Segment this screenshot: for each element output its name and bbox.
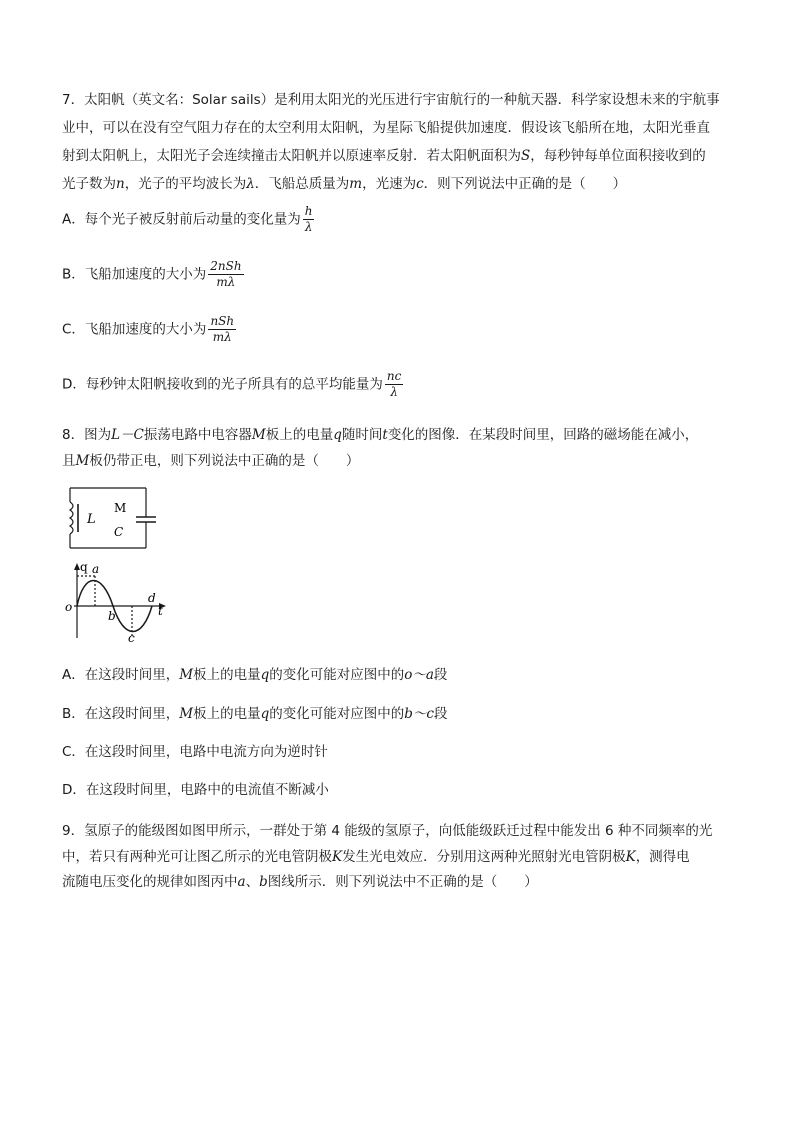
q7-option-c-fraction bbox=[208, 314, 236, 345]
q7-line-4-e: ．则下列说法中正确的是（ ） bbox=[423, 176, 627, 192]
fraction-numerator: nSh bbox=[210, 314, 235, 328]
label-t: t bbox=[158, 604, 163, 618]
q8-option-d[interactable]: D．在这段时间里，电路中的电流值不断减小 bbox=[62, 782, 329, 798]
q8-option-c[interactable]: C．在这段时间里，电路中电流方向为逆时针 bbox=[62, 744, 328, 760]
var-a: a bbox=[237, 874, 246, 890]
range-b-c: b～c bbox=[404, 706, 434, 722]
q9-line-3-a: 流随电压变化的规律如图丙中 bbox=[62, 874, 238, 890]
var-S: S bbox=[521, 148, 531, 164]
q7-line-3 bbox=[62, 147, 706, 165]
fraction-denominator: λ bbox=[304, 220, 313, 234]
q8-option-b-d: 段 bbox=[433, 706, 448, 722]
label-l: L bbox=[87, 512, 96, 527]
q7-option-d-text: D．每秒钟太阳帆接收到的光子所具有的总平均能量为 bbox=[62, 376, 383, 393]
range-o-a: o～a bbox=[404, 667, 434, 683]
q8-line-1-d: 随时间 bbox=[341, 427, 383, 443]
var-t: t bbox=[382, 427, 388, 443]
q9-line-2-c: ，测得电 bbox=[635, 849, 690, 865]
var-c: c bbox=[416, 176, 424, 192]
var-k: K bbox=[625, 849, 636, 865]
var-b: b bbox=[259, 874, 268, 890]
label-c: C bbox=[114, 525, 124, 539]
q9-line-2-a: 中，若只有两种光可让图乙所示的光电管阴极 bbox=[62, 849, 332, 865]
q9-line-2 bbox=[62, 848, 690, 866]
label-b: b bbox=[108, 609, 116, 623]
label-a: a bbox=[92, 562, 100, 576]
var-n: n bbox=[116, 176, 125, 192]
q7-line-4-b: ，光子的平均波长为 bbox=[124, 176, 247, 192]
label-q: q bbox=[80, 560, 88, 574]
q8-line-2-a: 且 bbox=[62, 453, 76, 469]
charge-time-graph bbox=[62, 560, 172, 642]
q7-line-4 bbox=[62, 175, 626, 193]
q7-option-d-fraction bbox=[385, 369, 403, 400]
q8-option-a-b: 板上的电量 bbox=[193, 667, 261, 683]
q8-option-b-b: 板上的电量 bbox=[193, 706, 261, 722]
label-o: o bbox=[65, 600, 73, 614]
fraction-denominator: λ bbox=[390, 385, 398, 399]
fraction-denominator: mλ bbox=[212, 330, 232, 344]
q7-option-c-text: C．飞船加速度的大小为 bbox=[62, 321, 207, 338]
var-lambda: λ bbox=[246, 176, 255, 192]
q7-line-1: 7．太阳帆（英文名：Solar sails）是利用太阳光的光压进行宇宙航行的一种航天器．科学家设想未来的宇航事 bbox=[62, 92, 720, 108]
q7-line-4-a: 光子数为 bbox=[62, 176, 116, 192]
label-m: M bbox=[114, 501, 127, 515]
var-m-plate: M bbox=[179, 667, 194, 683]
var-m-plate: M bbox=[75, 453, 90, 469]
q7-line-4-c: ．飞船总质量为 bbox=[254, 176, 350, 192]
q7-line-4-d: ，光速为 bbox=[362, 176, 417, 192]
q9-line-3 bbox=[62, 873, 538, 891]
q8-option-b-c: 的变化可能对应图中的 bbox=[269, 706, 405, 722]
q8-option-a[interactable] bbox=[62, 666, 447, 684]
q8-option-a-c: 的变化可能对应图中的 bbox=[269, 667, 405, 683]
q7-option-b-text: B．飞船加速度的大小为 bbox=[62, 266, 207, 283]
q7-option-a[interactable] bbox=[62, 204, 314, 235]
var-q: q bbox=[260, 706, 270, 722]
q8-line-1-a: 8．图为 bbox=[62, 427, 112, 443]
var-q: q bbox=[333, 427, 342, 443]
lc-circuit-diagram bbox=[62, 482, 162, 554]
q8-option-a-a: A．在这段时间里， bbox=[62, 667, 180, 683]
var-m-plate: M bbox=[251, 427, 266, 443]
fraction-denominator: mλ bbox=[216, 275, 236, 289]
q7-option-d[interactable] bbox=[62, 369, 403, 400]
q8-option-b[interactable] bbox=[62, 705, 447, 723]
q7-option-a-text: A．每个光子被反射前后动量的变化量为 bbox=[62, 211, 301, 228]
q8-option-a-d: 段 bbox=[433, 667, 448, 683]
q7-line-2: 业中，可以在没有空气阻力存在的太空利用太阳帆，为星际飞船提供加速度．假设该飞船所在地，太阳光垂直 bbox=[62, 120, 710, 136]
label-d: d bbox=[148, 591, 156, 605]
var-m: m bbox=[349, 176, 363, 192]
q9-line-3-b: 、 bbox=[245, 874, 260, 890]
q7-option-a-fraction bbox=[303, 204, 315, 235]
q7-option-b[interactable] bbox=[62, 259, 244, 290]
q7-line-3-tail: ，每秒钟每单位面积接收到的 bbox=[530, 148, 706, 164]
q8-line-1-c: 板上的电量 bbox=[265, 427, 334, 443]
var-k: K bbox=[332, 849, 343, 865]
q8-line-1-b: 振荡电路中电容器 bbox=[143, 427, 252, 443]
q8-option-b-a: B．在这段时间里， bbox=[62, 706, 180, 722]
q9-line-2-b: 发生光电效应．分别用这两种光照射光电管阴极 bbox=[342, 849, 626, 865]
q7-line-3-text: 射到太阳帆上，太阳光子会连续撞击太阳帆并以原速率反射．若太阳帆面积为 bbox=[62, 148, 521, 164]
fraction-numerator: 2nSh bbox=[210, 259, 242, 273]
q7-option-b-fraction bbox=[208, 259, 243, 290]
q9-line-3-c: 图线所示．则下列说法中不正确的是（ ） bbox=[267, 874, 538, 890]
fraction-numerator: h bbox=[304, 204, 313, 218]
inductor-coil bbox=[70, 502, 73, 534]
var-lc: L－C bbox=[111, 427, 144, 443]
q8-line-1 bbox=[62, 426, 698, 444]
fraction-numerator: nc bbox=[386, 369, 402, 383]
q7-option-c[interactable] bbox=[62, 314, 236, 345]
label-c: c bbox=[128, 631, 135, 642]
var-m-plate: M bbox=[179, 706, 194, 722]
q8-line-2 bbox=[62, 452, 359, 470]
q9-line-1: 9．氢原子的能级图如图甲所示，一群处于第 4 能级的氢原子，向低能级跃迁过程中能发出 6 种不同频率的光 bbox=[62, 823, 713, 839]
q8-line-2-b: 板仍带正电，则下列说法中正确的是（ ） bbox=[89, 453, 360, 469]
var-q: q bbox=[260, 667, 270, 683]
q8-line-1-e: 变化的图像．在某段时间里，回路的磁场能在减小， bbox=[387, 427, 699, 443]
